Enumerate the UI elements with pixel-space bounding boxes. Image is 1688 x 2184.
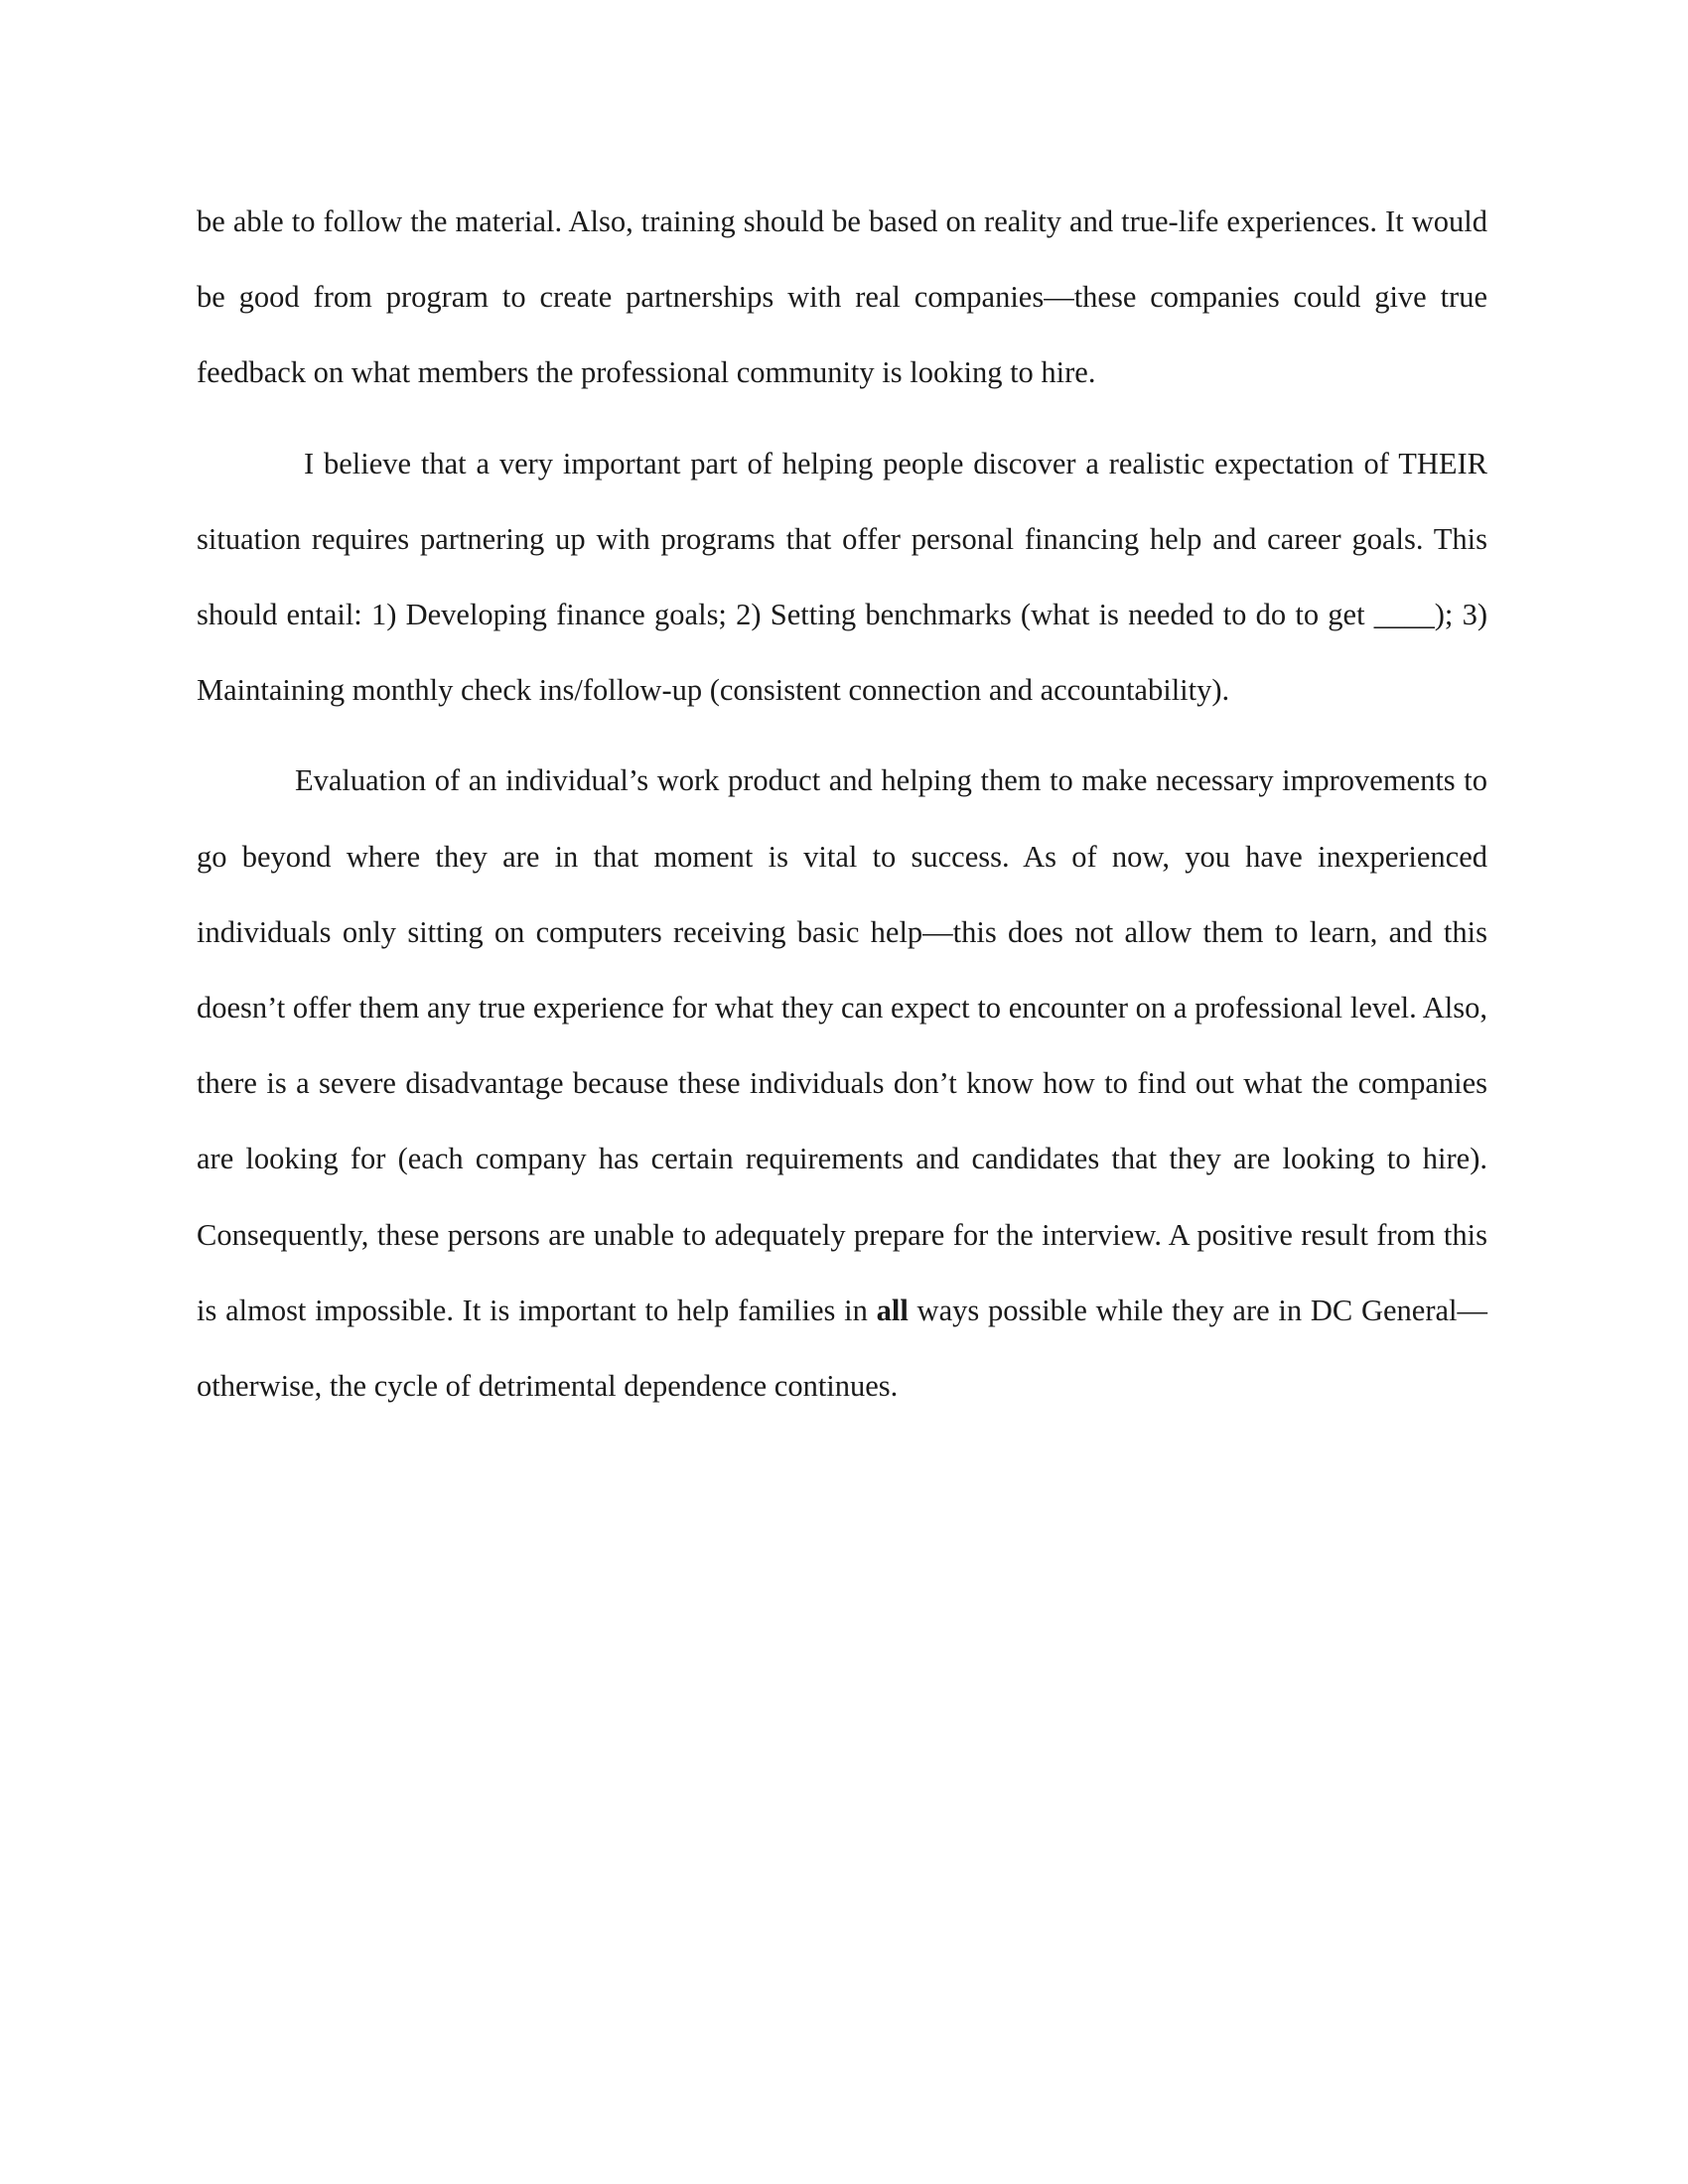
- emphasis-all: all: [876, 1293, 909, 1327]
- paragraph-financing: I believe that a very important part of helping people discover a realistic expectation of THEIR situation requires partnering up with programs that offer personal financing help and career goals. This should entail: 1) Developing finance goals; 2) Setting benchmarks (what is needed to do to get ____); 3) Maintaining monthly check ins/follow-up (consistent connection and accountability).: [197, 446, 1487, 708]
- paragraph-evaluation: [197, 743, 1487, 1424]
- paragraph-evaluation-ending: ways possible while they are in DC General—otherwise, the cycle of detrimental dependence continues.: [197, 1293, 1487, 1404]
- paragraph-evaluation-text: Evaluation of an individual’s work product and helping them to make necessary improvements to go beyond where they are in that moment is vital to success. As of now, you have inexperienced individuals only sitting on computers receiving basic help—this does not allow them to learn, and this doesn’t offer them any true experience for what they can expect to encounter on a professional level. Also, there is a severe disadvantage because these individuals don’t know how to find out what the companies are looking for (each company has certain requirements and candidates that they are looking to hire). Consequently, these persons are unable to adequately prepare for the interview. A positive result from this is almost impossible. It is important to help families in: [197, 763, 1487, 1327]
- document-body: [197, 184, 1487, 1424]
- paragraph-training: be able to follow the material. Also, training should be based on reality and true-life experiences. It would be good from program to create partnerships with real companies—these companies could give true feedback on what members the professional community is looking to hire.: [197, 205, 1487, 390]
